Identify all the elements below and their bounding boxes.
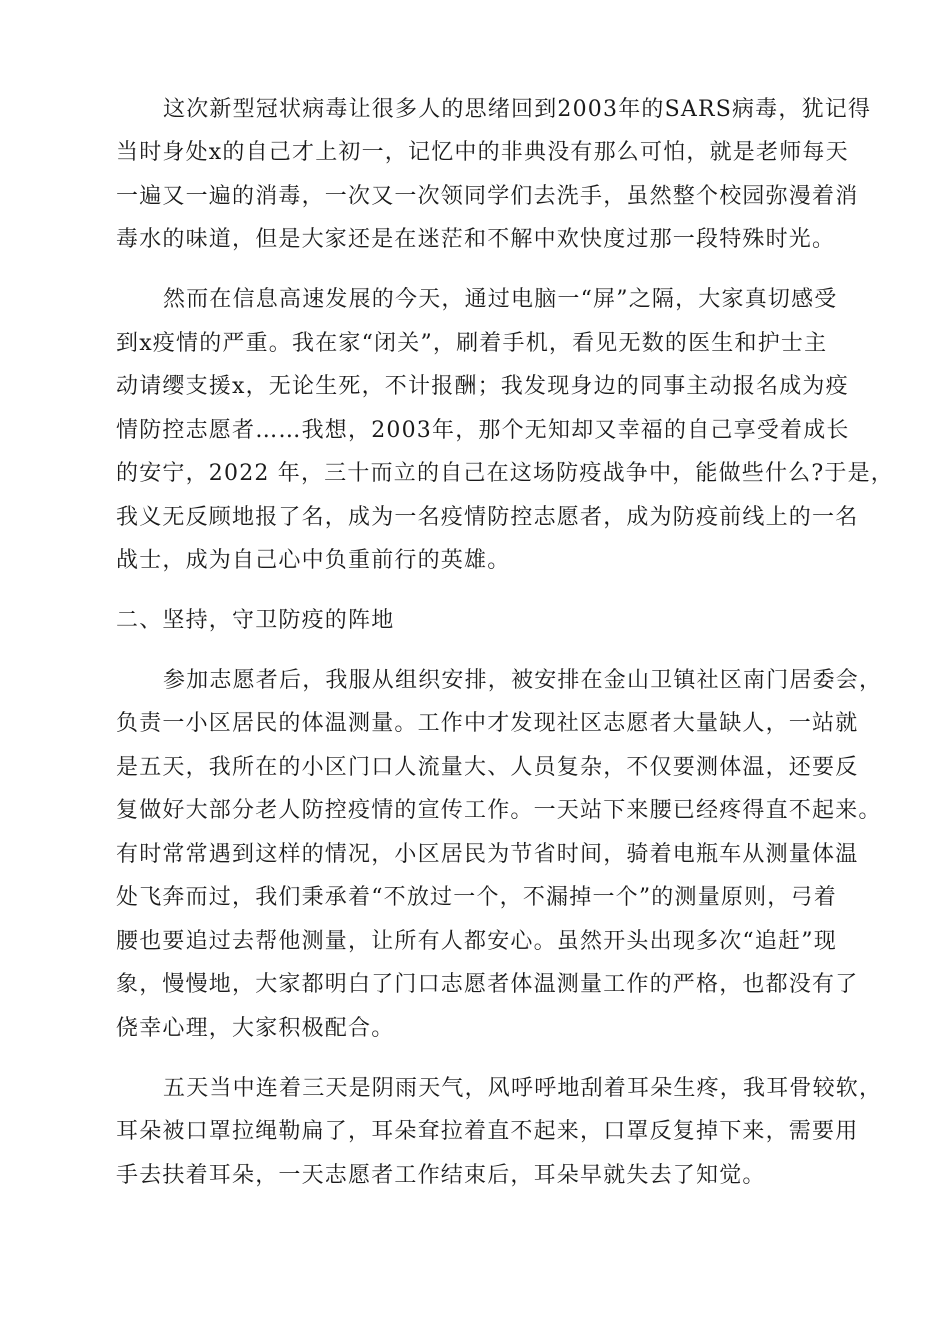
paragraph-2-line-2: 到x疫情的严重。我在家“闭关”，刷着手机，看见无数的医生和护士主 xyxy=(116,331,828,356)
paragraph-3-line-2: 负责一小区居民的体温测量。工作中才发现社区志愿者大量缺人，一站就 xyxy=(116,711,859,736)
paragraph-3-line-5: 有时常常遇到这样的情况，小区居民为节省时间，骑着电瓶车从测量体温 xyxy=(116,842,859,867)
paragraph-3-line-3: 是五天，我所在的小区门口人流量大、人员复杂，不仅要测体温，还要反 xyxy=(116,755,859,780)
paragraph-4-line-2: 耳朵被口罩拉绳勒扁了，耳朵耷拉着直不起来，口罩反复掉下来，需要用 xyxy=(116,1119,859,1144)
paragraph-3-line-7: 腰也要追过去帮他测量，让所有人都安心。虽然开头出现多次“追赶”现 xyxy=(116,929,837,954)
paragraph-2-line-6: 我义无反顾地报了名，成为一名疫情防控志愿者，成为防疫前线上的一名 xyxy=(116,505,859,530)
paragraph-2-line-7: 战士，成为自己心中负重前行的英雄。 xyxy=(116,548,511,573)
paragraph-3-line-4: 复做好大部分老人防控疫情的宣传工作。一天站下来腰已经疼得直不起来。 xyxy=(116,798,882,823)
paragraph-2-line-1: 然而在信息高速发展的今天，通过电脑一“屏”之隔，大家真切感受 xyxy=(163,287,838,312)
paragraph-2-line-3: 动请缨支援x，无论生死，不计报酬；我发现身边的同事主动报名成为疫 xyxy=(116,374,849,399)
paragraph-3-line-8: 象，慢慢地，大家都明白了门口志愿者体温测量工作的严格，也都没有了 xyxy=(116,972,859,997)
paragraph-1-line-1: 这次新型冠状病毒让很多人的思绪回到2003年的SARS病毒，犹记得 xyxy=(163,97,872,122)
paragraph-4-line-3: 手去扶着耳朵，一天志愿者工作结束后，耳朵早就失去了知觉。 xyxy=(116,1163,766,1188)
paragraph-3-line-1: 参加志愿者后，我服从组织安排，被安排在金山卫镇社区南门居委会， xyxy=(163,668,883,693)
paragraph-3-line-6: 处飞奔而过，我们秉承着“不放过一个，不漏掉一个”的测量原则，弓着 xyxy=(116,885,837,910)
paragraph-2-line-5: 的安宁，2022 年，三十而立的自己在这场防疫战争中，能做些什么?于是， xyxy=(116,461,894,486)
paragraph-1-line-4: 毒水的味道，但是大家还是在迷茫和不解中欢快度过那一段特殊时光。 xyxy=(116,227,836,252)
paragraph-1-line-2: 当时身处x的自己才上初一，记忆中的非典没有那么可怕，就是老师每天 xyxy=(116,140,849,165)
paragraph-1-line-3: 一遍又一遍的消毒，一次又一次领同学们去洗手，虽然整个校园弥漫着消 xyxy=(116,184,859,209)
paragraph-4-line-1: 五天当中连着三天是阴雨天气，风呼呼地刮着耳朵生疼，我耳骨较软， xyxy=(163,1076,883,1101)
paragraph-3-line-9: 侥幸心理，大家积极配合。 xyxy=(116,1016,395,1041)
section-heading: 二、坚持，守卫防疫的阵地 xyxy=(116,608,395,633)
paragraph-2-line-4: 情防控志愿者……我想，2003年，那个无知却又幸福的自己享受着成长 xyxy=(116,418,850,443)
